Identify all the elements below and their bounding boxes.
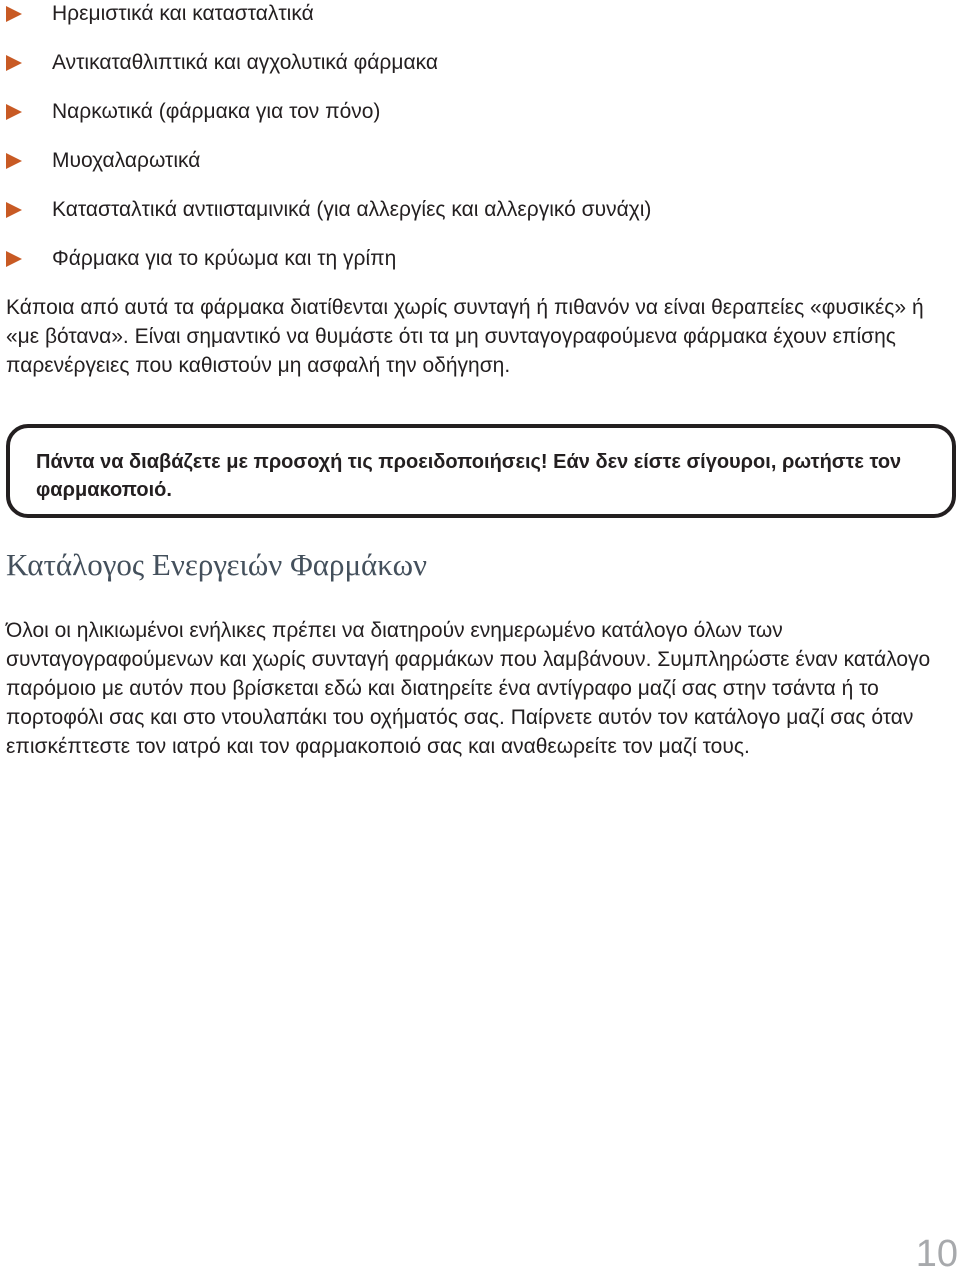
list-item	[6, 98, 936, 147]
arrow-bullet-icon	[6, 104, 22, 120]
list-item	[6, 147, 936, 196]
list-item-label: Μυοχαλαρωτικά	[52, 149, 201, 172]
list-item-label: Ηρεμιστικά και κατασταλτικά	[52, 2, 314, 25]
list-item-label: Αντικαταθλιπτικά και αγχολυτικά φάρμακα	[52, 51, 438, 74]
arrow-bullet-icon	[6, 251, 22, 267]
list-item-label: Κατασταλτικά αντιισταμινικά (για αλλεργίες και αλλεργικό συνάχι)	[52, 198, 652, 221]
list-item	[6, 245, 936, 294]
list-item	[6, 196, 936, 245]
intro-paragraph: Κάποια από αυτά τα φάρμακα διατίθενται χωρίς συνταγή ή πιθανόν να είναι θεραπείες «φυσικές» ή «με βότανα». Είναι σημαντικό να θυμάστε ότι τα μη συνταγογραφούμενα φάρμακα έχουν επίσης παρενέργειες που καθιστούν μη ασφαλή την οδήγηση.	[6, 296, 924, 377]
medication-category-list	[6, 0, 936, 294]
section-title: Κατάλογος Ενεργειών Φαρμάκων	[6, 547, 428, 582]
page-number: 10	[915, 1233, 958, 1275]
arrow-bullet-icon	[6, 153, 22, 169]
list-item	[6, 49, 936, 98]
list-item-label: Φάρμακα για το κρύωμα και τη γρίπη	[52, 247, 397, 270]
warning-callout-box	[6, 424, 956, 518]
section-body-paragraph: Όλοι οι ηλικιωμένοι ενήλικες πρέπει να διατηρούν ενημερωμένο κατάλογο όλων των συνταγογραφούμενων και χωρίς συνταγή φαρμάκων που λαμβάνουν. Συμπληρώστε έναν κατάλογο παρόμοιο με αυτόν που βρίσκεται εδώ και διατηρείτε ένα αντίγραφο μαζί σας στην τσάντα ή το πορτοφόλι σας και στο ντουλαπάκι του οχήματός σας. Παίρνετε αυτόν τον κατάλογο μαζί σας όταν επισκέπτεστε τον ιατρό και τον φαρμακοποιό σας και αναθεωρείτε τον μαζί τους.	[6, 619, 931, 758]
list-item-label: Ναρκωτικά (φάρμακα για τον πόνο)	[52, 100, 381, 123]
arrow-bullet-icon	[6, 202, 22, 218]
arrow-bullet-icon	[6, 55, 22, 71]
warning-callout-text: Πάντα να διαβάζετε με προσοχή τις προειδοποιήσεις! Εάν δεν είστε σίγουροι, ρωτήστε τον φαρμακοποιό.	[36, 451, 902, 501]
list-item	[6, 0, 936, 49]
arrow-bullet-icon	[6, 6, 22, 22]
